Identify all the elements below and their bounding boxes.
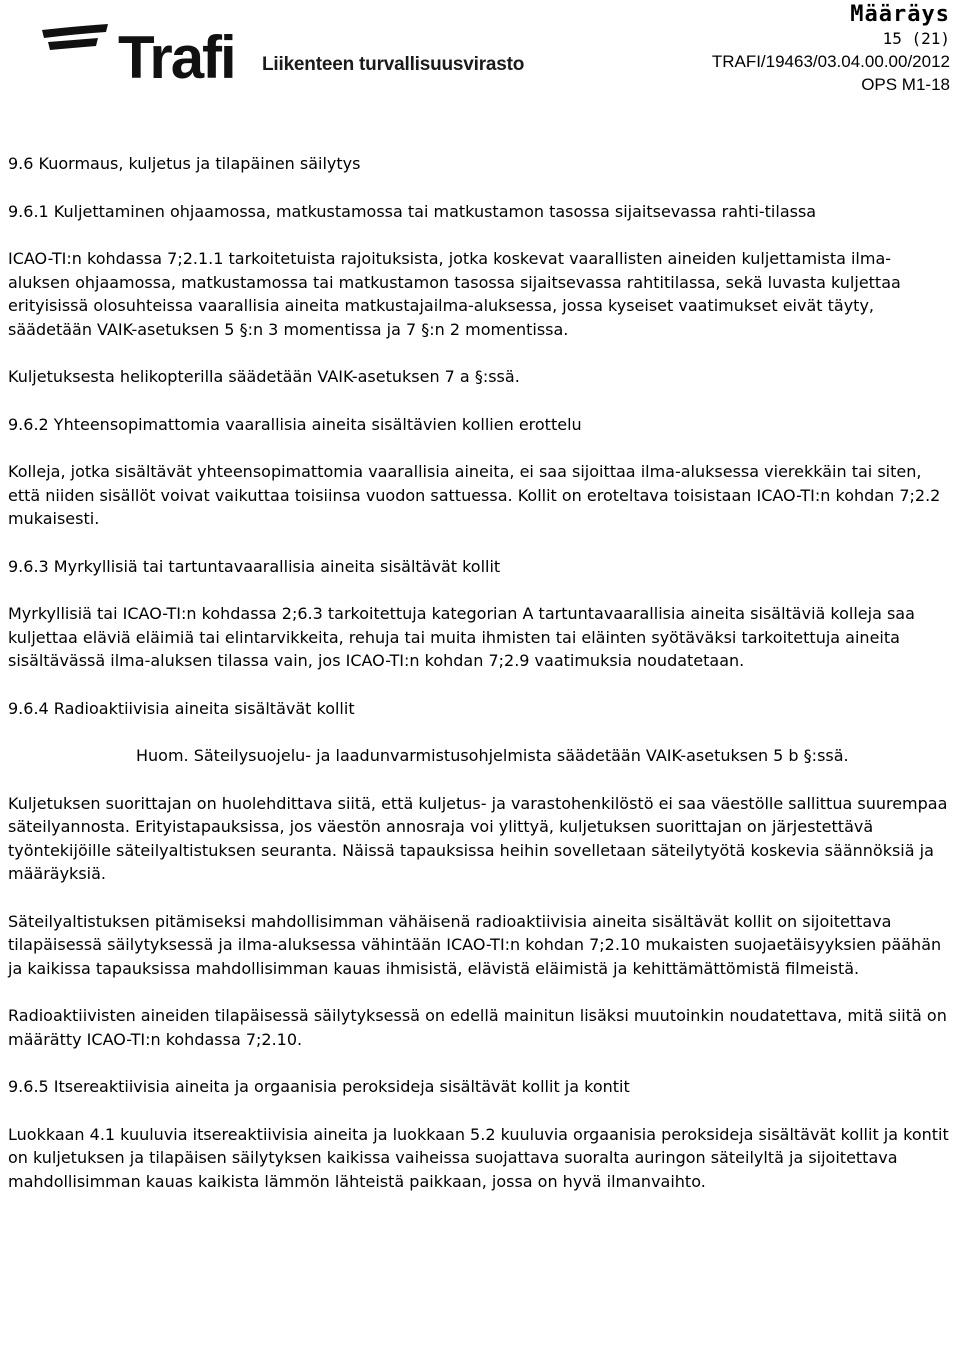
- subsection-heading: 9.6.1 Kuljettaminen ohjaamossa, matkustamossa tai matkustamon tasossa sijaitsevassa rahti-tilassa: [8, 201, 817, 221]
- svg-text:Trafi: Trafi: [118, 24, 235, 84]
- section-heading: 9.6 Kuormaus, kuljetus ja tilapäinen säilytys: [8, 154, 361, 173]
- subsection-heading: 9.6.5 Itsereaktiivisia aineita ja orgaanisia peroksideja sisältävät kollit ja kontit: [8, 1077, 630, 1096]
- paragraph: ICAO-TI:n kohdassa 7;2.1.1 tarkoitetuista rajoituksista, jotka koskevat vaarallisten aineiden kuljettamista ilma-aluksen ohjaamossa, matkustamossa tai matkustamon tasossa sijaitsevassa rahtitilassa, sekä luvasta kuljettaa erityisissä olosuhteissa vaarallisia aineita matkustajailma-aluksessa, jossa kyseiset vaatimukset eivät täyty, säädetään VAIK-asetuksen 5 §:n 3 momentissa ja 7 §:n 2 momentissa.: [8, 249, 901, 339]
- page-header: [0, 0, 960, 110]
- subsection-heading: 9.6.3 Myrkyllisiä tai tartuntavaarallisia aineita sisältävät kollit: [8, 556, 501, 576]
- paragraph: Myrkyllisiä tai ICAO-TI:n kohdassa 2;6.3 tarkoitettuja kategorian A tartuntavaarallisia aineita sisältäviä kolleja saa kuljettaa eläviä eläimiä tai elintarvikkeita, rehuja tai muita ihmisten tai eläinten syötäväksi tarkoitettuja aineita sisältävässä ilma-aluksen tilassa vain, jos ICAO-TI:n kohdan 7;2.9 vaatimuksia noudatetaan.: [8, 604, 915, 670]
- subsection-heading: 9.6.4 Radioaktiivisia aineita sisältävät kollit: [8, 698, 355, 718]
- document-reference: TRAFI/19463/03.04.00.00/2012: [711, 52, 950, 71]
- regulation-code: OPS M1-18: [861, 75, 950, 94]
- paragraph: Säteilyaltistuksen pitämiseksi mahdollisimman vähäisenä radioaktiivisia aineita sisältävät kollit on sijoitettava tilapäisessä säilytyksessä ja ilma-aluksessa vähintään ICAO-TI:n kohdan 7;2.10 mukaisten suojaetäisyyksien päähän ja kaikissa tapauksissa mahdollisimman kauas ihmisistä, elävistä eläimistä ja kehittämättömistä filmeistä.: [8, 911, 942, 978]
- subsection-heading: 9.6.2 Yhteensopimattomia vaarallisia aineita sisältävien kollien erottelu: [8, 414, 582, 434]
- trafi-logo: [38, 22, 253, 84]
- document-type: Määräys: [850, 2, 950, 27]
- paragraph: Kuljetuksen suorittajan on huolehdittava siitä, että kuljetus- ja varastohenkilöstö ei saa väestölle sallittua suurempaa säteilyannosta. Erityistapauksissa, jos väestön annosraja voi ylittyä, kuljetuksen suorittajan on järjestettävä työntekijöille säteilyaltistuksen seuranta. Näissä tapauksissa heihin sovelletaan säteilytyötä koskevia säännöksiä ja määräyksiä.: [8, 793, 948, 883]
- page-number: 15 (21): [882, 29, 950, 48]
- agency-name: Liikenteen turvallisuusvirasto: [262, 54, 525, 75]
- paragraph: Kolleja, jotka sisältävät yhteensopimattomia vaarallisia aineita, ei saa sijoittaa ilma-aluksessa vierekkäin tai siten, että niiden sisällöt voivat vaikuttaa toisiinsa vuodon sattuessa. Kollit on eroteltava toisistaan ICAO-TI:n kohdan 7;2.2 mukaisesti.: [8, 462, 941, 528]
- note: Huom. Säteilysuojelu- ja laadunvarmistusohjelmista säädetään VAIK-asetuksen 5 b §:ssä.: [136, 746, 849, 765]
- paragraph: Radioaktiivisten aineiden tilapäisessä säilytyksessä on edellä mainitun lisäksi muutoinkin noudatettava, mitä siitä on määrätty ICAO-TI:n kohdassa 7;2.10.: [8, 1006, 947, 1049]
- document-body: [8, 152, 952, 1193]
- paragraph: Kuljetuksesta helikopterilla säädetään VAIK-asetuksen 7 a §:ssä.: [8, 367, 520, 386]
- paragraph: Luokkaan 4.1 kuuluvia itsereaktiivisia aineita ja luokkaan 5.2 kuuluvia orgaanisia peroksideja sisältävät kollit ja kontit on kuljetuksen ja tilapäisen säilytyksen kaikissa vaiheissa suojattava suoralta auringon säteilyltä ja sijoitettava mahdollisimman kauas kaikista lämmön lähteistä paikkaan, jossa on hyvä ilmanvaihto.: [8, 1124, 949, 1191]
- document-meta: [712, 2, 950, 96]
